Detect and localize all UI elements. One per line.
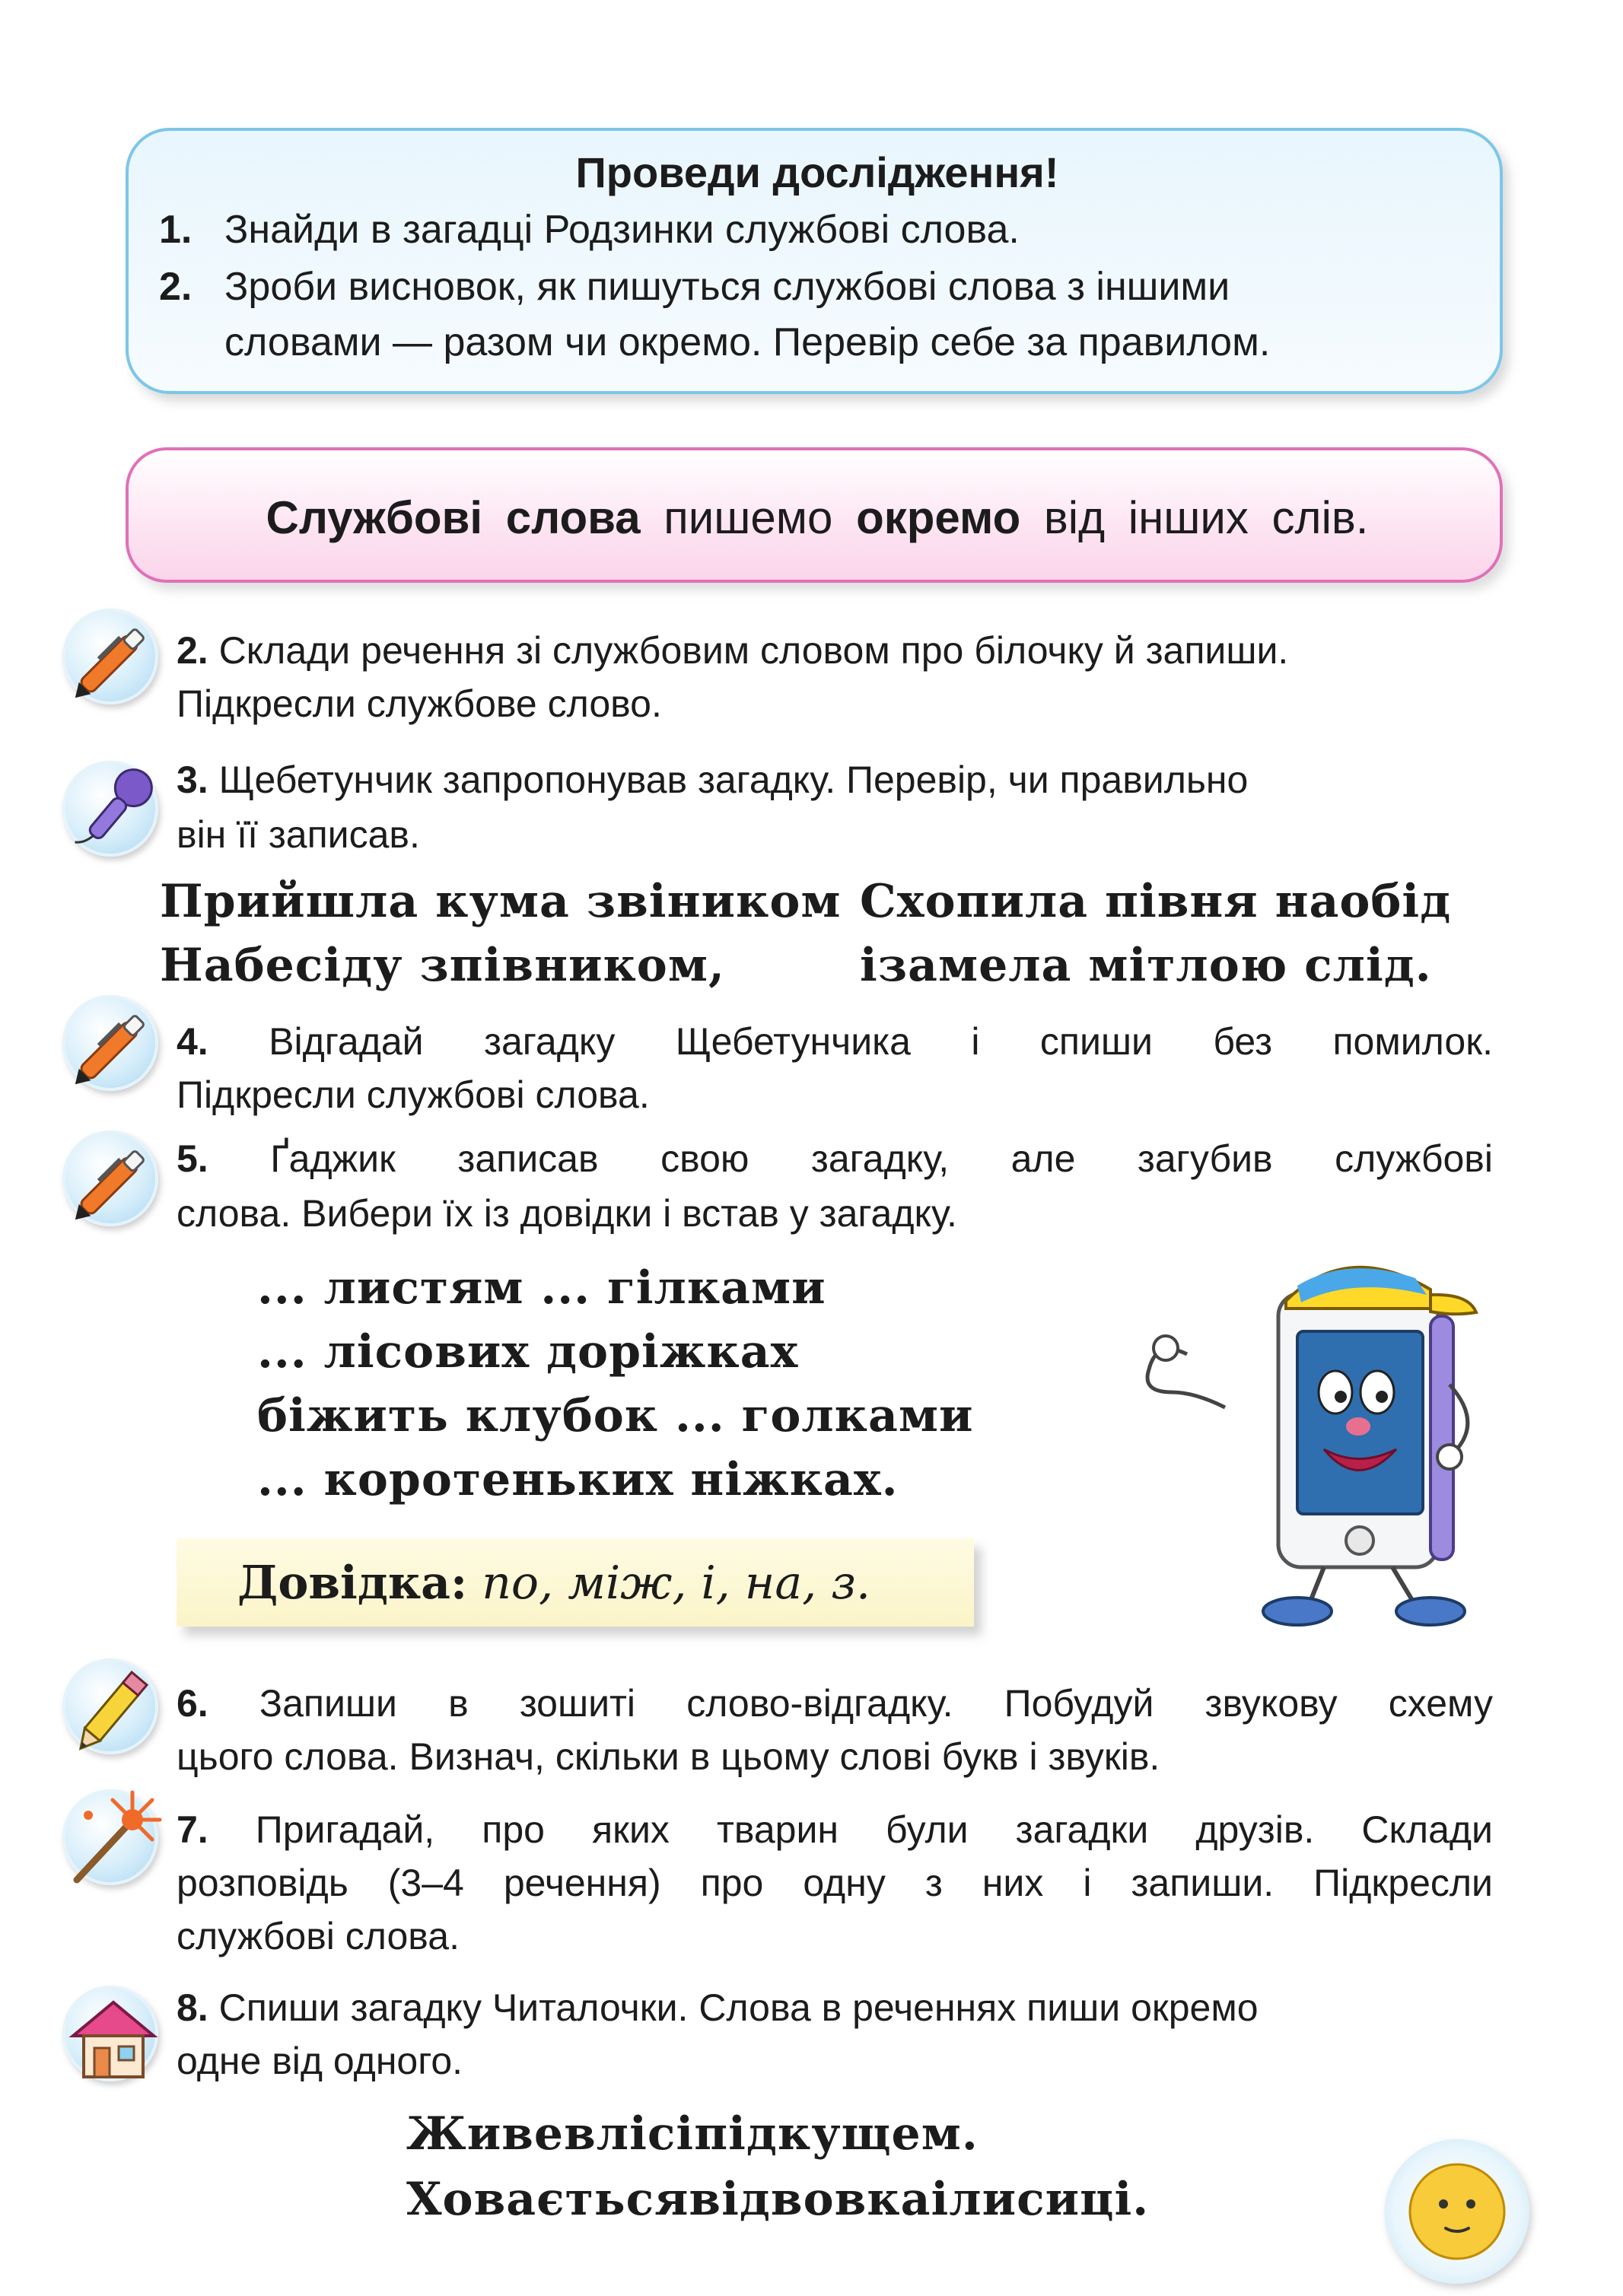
task-4-line-2: Підкресли службові слова. [177, 1073, 650, 1116]
poem-8-line-1: Живевлісіпідкущем. [406, 2107, 979, 2161]
task-2-icon [62, 609, 158, 704]
poem-5-line-4: ... коротеньких ніжках. [257, 1453, 899, 1506]
poem-5-line-3: біжить клубок ... голками [257, 1389, 974, 1442]
task-5-icon [62, 1131, 158, 1226]
poem-8-line-2: Ховаєтьсявідвовкаілисиці. [406, 2173, 1150, 2226]
task-7-icon [62, 1789, 158, 1885]
hint-label: Довідка: [237, 1557, 468, 1610]
magic-wand-icon [58, 1785, 169, 1896]
task-8-line-1 [177, 1986, 1259, 2030]
task-2-line-2: Підкресли службове слово. [177, 682, 662, 725]
rule-emphasis: окремо [856, 492, 1021, 543]
task-2-text: Склади речення зі службовим словом про білочку й запиши. [218, 629, 1289, 672]
rule-box [126, 447, 1503, 583]
microphone-icon [58, 756, 169, 867]
task-6-icon [62, 1658, 158, 1754]
rule-term: Службові слова [266, 492, 641, 543]
task-6-line-1 [177, 1681, 1493, 1725]
task-8-text: Спиши загадку Читалочки. Слова в реченнях пиши окремо [218, 1986, 1259, 2029]
smiley-icon [1404, 2158, 1510, 2265]
task-3-text: Щебетунчик запропонував загадку. Перевір, чи правильно [218, 758, 1249, 801]
task-5-line-2: слова. Вибери їх із довідки і встав у загадку. [177, 1192, 957, 1235]
phone-mascot-illustration [1126, 1248, 1491, 1628]
pen-icon [58, 991, 169, 1102]
task-8-number: 8. [177, 1986, 208, 2029]
task-6-number: 6. [177, 1682, 208, 1725]
research-item-2-line-1: Зроби висновок, як пишуться службові слова з іншими [224, 265, 1230, 309]
poem-3-left-line-1: Прийшла кума звіником [160, 875, 842, 928]
task-5-number: 5. [177, 1137, 208, 1180]
hint-box [177, 1538, 974, 1627]
rule-text [129, 491, 1506, 544]
pen-icon [58, 1126, 169, 1237]
task-3-line-1 [177, 758, 1248, 802]
task-3-number: 3. [177, 758, 208, 801]
poem-5-line-2: ... лісових доріжках [257, 1325, 799, 1379]
task-4-text: Відгадай загадку Щебетунчика і спиши без помилок. [269, 1020, 1493, 1063]
task-5-text: Ґаджик записав свою загадку, але загубив службові [270, 1137, 1493, 1180]
pen-icon [58, 604, 169, 715]
smiley-badge [1385, 2139, 1529, 2284]
task-2-number: 2. [177, 629, 208, 672]
rule-verb: пишемо [664, 492, 833, 543]
poem-3-right-line-1: Схопила півня наобід [860, 875, 1452, 928]
task-7-line-1 [177, 1808, 1493, 1852]
task-7-line-2: розповідь (3–4 речення) про одну з них і запиши. Підкресли [177, 1862, 1493, 1904]
task-5-line-1 [177, 1137, 1493, 1181]
task-4-line-1 [177, 1019, 1493, 1064]
poem-3-right-line-2: ізамела мітлою слід. [860, 939, 1432, 992]
research-item-2-number: 2. [159, 265, 193, 309]
task-3-line-2: він її записав. [177, 813, 420, 856]
task-8-line-2: одне від одного. [177, 2040, 463, 2082]
hint-words: по, між, і, на, з. [482, 1557, 871, 1610]
task-6-line-2: цього слова. Визнач, скільки в цьому слові букв і звуків. [177, 1735, 1160, 1778]
research-title: Проведи дослідження! [575, 148, 1059, 196]
research-item-2 [159, 264, 1230, 310]
research-item-1-text: Знайди в загадці Родзинки службові слова. [224, 208, 1020, 252]
task-7-line-3: службові слова. [177, 1915, 460, 1957]
research-item-1-number: 1. [159, 208, 193, 252]
pencil-icon [58, 1654, 169, 1765]
poem-5-line-1: ... листям ... гілками [257, 1261, 826, 1315]
research-item-2-line-2: словами — разом чи окремо. Перевір себе за правилом. [224, 320, 1271, 364]
task-4-number: 4. [177, 1020, 208, 1063]
rule-rest: від інших слів. [1043, 492, 1369, 543]
hint-text [237, 1557, 870, 1610]
research-item-1 [159, 207, 1020, 253]
house-icon [58, 1981, 169, 2092]
poem-3-left-line-2: Набесіду зпівником, [160, 939, 725, 992]
task-2-line-1 [177, 628, 1288, 673]
task-3-icon [62, 761, 158, 857]
task-6-text: Запиши в зошиті слово-відгадку. Побудуй звукову схему [259, 1682, 1493, 1725]
research-box [126, 128, 1503, 394]
task-7-number: 7. [177, 1808, 208, 1851]
task-7-text: Пригадай, про яких тварин були загадки друзів. Склади [255, 1808, 1493, 1851]
task-4-icon [62, 995, 158, 1091]
task-8-icon [62, 1986, 158, 2081]
